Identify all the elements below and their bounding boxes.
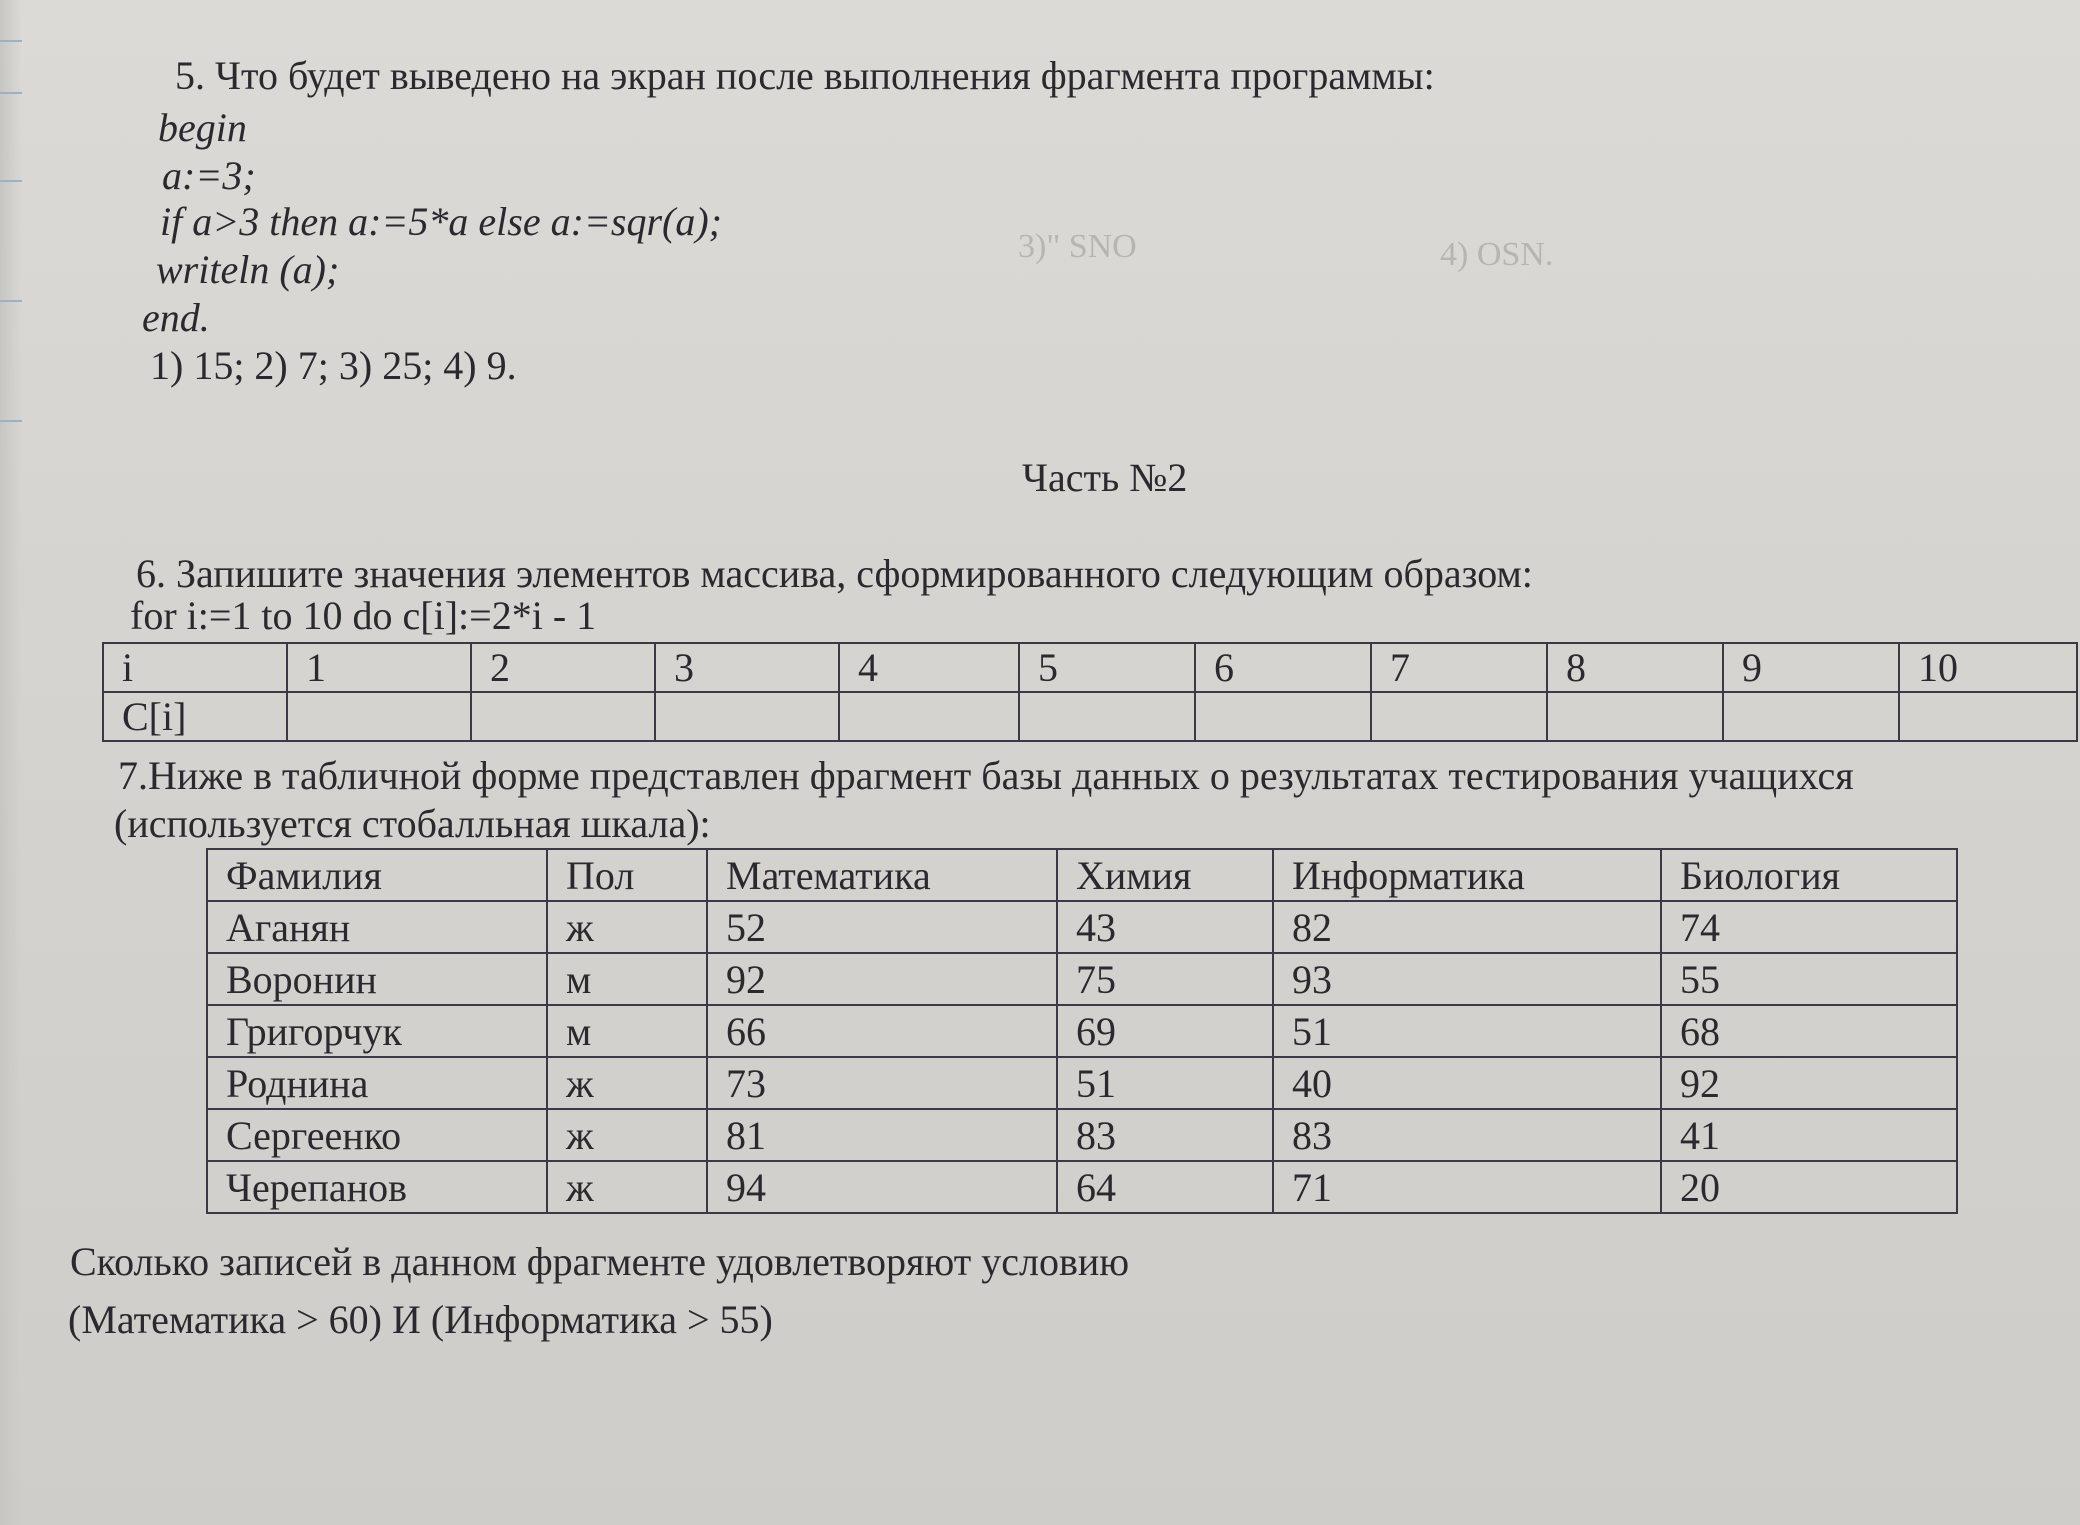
math-cell: 81: [707, 1109, 1057, 1161]
question-5-title: 5. Что будет выведено на экран после выполнения фрагмента программы:: [175, 53, 1435, 98]
column-header: Информатика: [1273, 849, 1661, 901]
array-head-cell: 10: [1899, 643, 2077, 692]
informatics-cell: 40: [1273, 1057, 1661, 1109]
informatics-cell: 71: [1273, 1161, 1661, 1213]
question-7-prompt: Сколько записей в данном фрагменте удовлетворяют условию: [70, 1239, 1130, 1284]
gender-cell: ж: [547, 1057, 707, 1109]
array-answer-cell: [1019, 692, 1195, 741]
margin-rule: [0, 92, 22, 94]
array-head-cell: 6: [1195, 643, 1371, 692]
math-cell: 92: [707, 953, 1057, 1005]
informatics-cell: 82: [1273, 901, 1661, 953]
margin-rule: [0, 300, 22, 302]
gender-cell: ж: [547, 1109, 707, 1161]
bleed-through-text: 3)" SNO: [1018, 228, 1137, 265]
math-cell: 66: [707, 1005, 1057, 1057]
array-index-row: [103, 643, 2077, 692]
math-cell: 52: [707, 901, 1057, 953]
column-header: Биология: [1661, 849, 1957, 901]
gender-cell: ж: [547, 1161, 707, 1213]
array-head-cell: i: [103, 643, 287, 692]
informatics-cell: 93: [1273, 953, 1661, 1005]
surname-cell: Сергеенко: [207, 1109, 547, 1161]
math-cell: 94: [707, 1161, 1057, 1213]
array-answer-cell: [1371, 692, 1547, 741]
biology-cell: 68: [1661, 1005, 1957, 1057]
table-row: [207, 901, 1957, 953]
array-row-label: C[i]: [103, 692, 287, 741]
results-header-row: [207, 849, 1957, 901]
table-row: [207, 1005, 1957, 1057]
question-7-condition: (Математика > 60) И (Информатика > 55): [68, 1297, 773, 1342]
array-answer-cell: [1899, 692, 2077, 741]
gender-cell: ж: [547, 901, 707, 953]
array-head-cell: 8: [1547, 643, 1723, 692]
array-head-cell: 7: [1371, 643, 1547, 692]
surname-cell: Григорчук: [207, 1005, 547, 1057]
surname-cell: Роднина: [207, 1057, 547, 1109]
results-table: [206, 848, 1958, 1214]
biology-cell: 74: [1661, 901, 1957, 953]
question-7-title: 7.Ниже в табличной форме представлен фрагмент базы данных о результатах тестирования учащихся: [118, 753, 1854, 798]
chemistry-cell: 51: [1057, 1057, 1273, 1109]
table-row: [207, 953, 1957, 1005]
question-6-formula: for i:=1 to 10 do c[i]:=2*i - 1: [130, 593, 597, 638]
surname-cell: Аганян: [207, 901, 547, 953]
array-table: [102, 642, 2078, 742]
code-line: if a>3 then a:=5*a else a:=sqr(a);: [160, 199, 722, 244]
part-2-heading: Часть №2: [1022, 455, 1188, 500]
code-line: a:=3;: [162, 153, 256, 198]
column-header: Пол: [547, 849, 707, 901]
array-answer-cell: [1547, 692, 1723, 741]
array-head-cell: 4: [839, 643, 1019, 692]
chemistry-cell: 43: [1057, 901, 1273, 953]
column-header: Химия: [1057, 849, 1273, 901]
table-row: [207, 1057, 1957, 1109]
code-line: begin: [158, 105, 247, 150]
table-row: [207, 1161, 1957, 1213]
biology-cell: 20: [1661, 1161, 1957, 1213]
array-head-cell: 9: [1723, 643, 1899, 692]
question-5-answers: 1) 15; 2) 7; 3) 25; 4) 9.: [150, 343, 517, 388]
array-head-cell: 2: [471, 643, 655, 692]
informatics-cell: 51: [1273, 1005, 1661, 1057]
array-answer-cell: [1723, 692, 1899, 741]
math-cell: 73: [707, 1057, 1057, 1109]
surname-cell: Воронин: [207, 953, 547, 1005]
array-value-row: [103, 692, 2077, 741]
code-line: end.: [142, 295, 210, 340]
surname-cell: Черепанов: [207, 1161, 547, 1213]
array-answer-cell: [287, 692, 471, 741]
margin-rule: [0, 420, 22, 422]
column-header: Математика: [707, 849, 1057, 901]
biology-cell: 41: [1661, 1109, 1957, 1161]
array-head-cell: 5: [1019, 643, 1195, 692]
table-row: [207, 1109, 1957, 1161]
margin-rule: [0, 180, 22, 182]
biology-cell: 92: [1661, 1057, 1957, 1109]
array-answer-cell: [1195, 692, 1371, 741]
column-header: Фамилия: [207, 849, 547, 901]
gender-cell: м: [547, 1005, 707, 1057]
chemistry-cell: 64: [1057, 1161, 1273, 1213]
question-7-subtitle: (используется стобалльная шкала):: [114, 801, 711, 846]
question-6-title: 6. Запишите значения элементов массива, сформированного следующим образом:: [136, 551, 1533, 596]
code-line: writeln (a);: [156, 247, 340, 292]
margin-rule: [0, 40, 22, 42]
chemistry-cell: 83: [1057, 1109, 1273, 1161]
gender-cell: м: [547, 953, 707, 1005]
array-head-cell: 1: [287, 643, 471, 692]
biology-cell: 55: [1661, 953, 1957, 1005]
array-head-cell: 3: [655, 643, 839, 692]
array-answer-cell: [655, 692, 839, 741]
chemistry-cell: 69: [1057, 1005, 1273, 1057]
page-edge: [0, 0, 22, 1525]
array-answer-cell: [839, 692, 1019, 741]
bleed-through-text: 4) OSN.: [1440, 236, 1554, 273]
array-answer-cell: [471, 692, 655, 741]
informatics-cell: 83: [1273, 1109, 1661, 1161]
chemistry-cell: 75: [1057, 953, 1273, 1005]
